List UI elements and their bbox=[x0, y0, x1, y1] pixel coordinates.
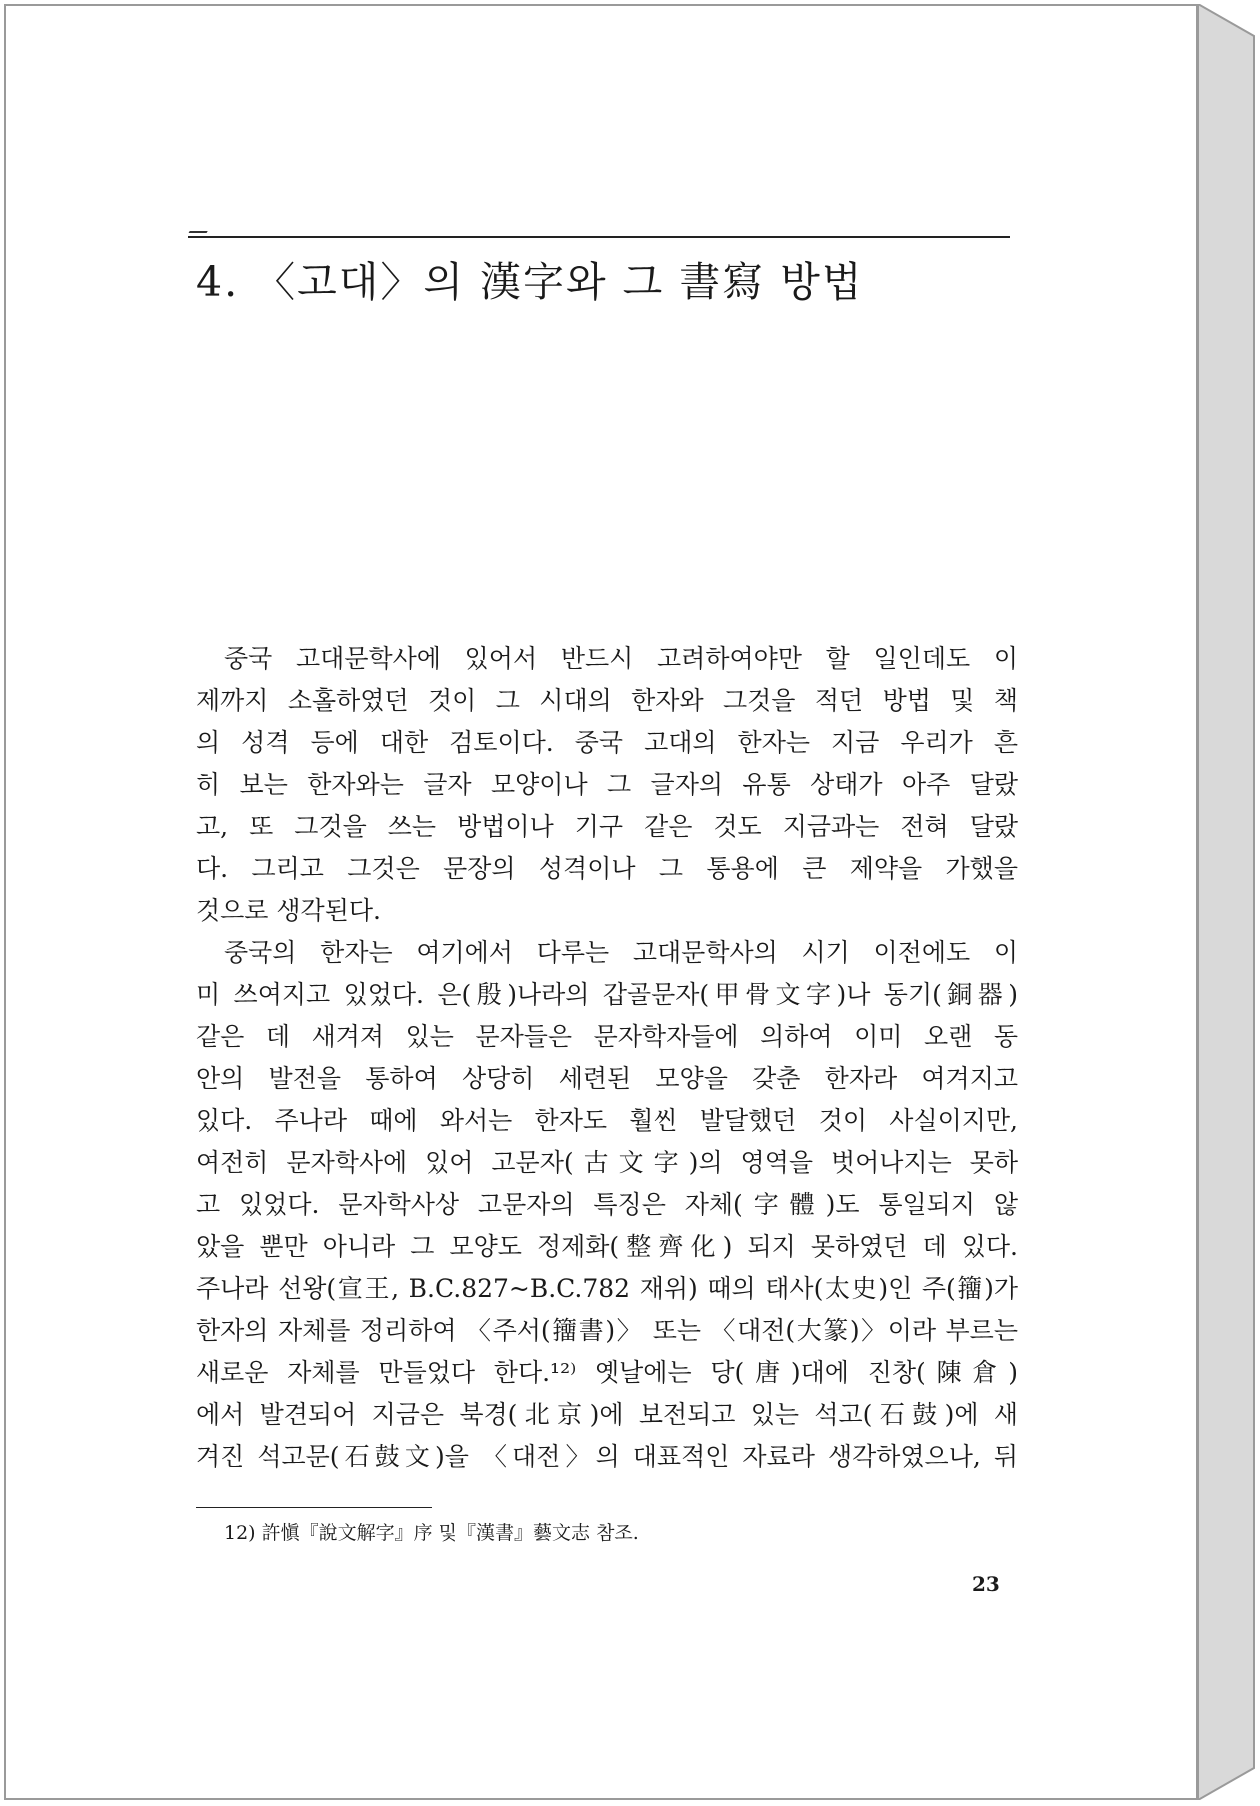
text-line: 한자의 자체를 정리하여 〈주서(籒書)〉 또는 〈대전(大篆)〉이라 부르는 bbox=[196, 1316, 1018, 1345]
footnote-rule bbox=[196, 1507, 432, 1508]
text-line: 있다. 주나라 때에 와서는 한자도 훨씬 발달했던 것이 사실이지만, bbox=[196, 1106, 1018, 1135]
text-line: 았을 뿐만 아니라 그 모양도 정제화(整齊化) 되지 못하였던 데 있다. bbox=[196, 1232, 1018, 1261]
body-text bbox=[196, 638, 1018, 1478]
header-rule bbox=[188, 236, 1010, 238]
text-line: 제까지 소홀하였던 것이 그 시대의 한자와 그것을 적던 방법 및 책 bbox=[196, 686, 1018, 715]
chapter-title: 4. 〈고대〉의 漢字와 그 書寫 방법 bbox=[196, 258, 864, 306]
text-line: 것으로 생각된다. bbox=[196, 896, 381, 925]
text-line: 같은 데 새겨져 있는 문자들은 문자학자들에 의하여 이미 오랜 동 bbox=[196, 1022, 1018, 1051]
text-line: 새로운 자체를 만들었다 한다.¹²⁾ 옛날에는 당(唐)대에 진창(陳倉) bbox=[196, 1358, 1018, 1387]
text-line: 주나라 선왕(宣王, B.C.827~B.C.782 재위) 때의 태사(太史)인 주(籒)가 bbox=[196, 1274, 1018, 1303]
text-line: 미 쓰여지고 있었다. 은(殷)나라의 갑골문자(甲骨文字)나 동기(銅器) bbox=[196, 980, 1018, 1009]
text-line: 의 성격 등에 대한 검토이다. 중국 고대의 한자는 지금 우리가 흔 bbox=[196, 728, 1018, 757]
text-line: 안의 발전을 통하여 상당히 세련된 모양을 갖춘 한자라 여겨지고 bbox=[196, 1064, 1018, 1093]
text-line: 여전히 문자학사에 있어 고문자(古文字)의 영역을 벗어나지는 못하 bbox=[196, 1148, 1018, 1177]
text-line: 에서 발견되어 지금은 북경(北京)에 보전되고 있는 석고(石鼓)에 새 bbox=[196, 1400, 1018, 1429]
text-line: 히 보는 한자와는 글자 모양이나 그 글자의 유통 상태가 아주 달랐 bbox=[196, 770, 1018, 799]
page-number: 23 bbox=[972, 1572, 1000, 1596]
text-line: 중국의 한자는 여기에서 다루는 고대문학사의 시기 이전에도 이 bbox=[224, 938, 1018, 967]
text-line: 다. 그리고 그것은 문장의 성격이나 그 통용에 큰 제약을 가했을 bbox=[196, 854, 1018, 883]
book-spine-edge bbox=[1198, 4, 1256, 1800]
text-line: 고, 또 그것을 쓰는 방법이나 기구 같은 것도 지금과는 전혀 달랐 bbox=[196, 812, 1018, 841]
text-line: 고 있었다. 문자학사상 고문자의 특징은 자체(字體)도 통일되지 않 bbox=[196, 1190, 1018, 1219]
text-line: 중국 고대문학사에 있어서 반드시 고려하여야만 할 일인데도 이 bbox=[224, 644, 1018, 673]
text-line: 겨진 석고문(石鼓文)을 〈대전〉의 대표적인 자료라 생각하였으나, 뒤 bbox=[196, 1442, 1018, 1471]
footnote: 12) 許愼『說文解字』序 및『漢書』藝文志 참조. bbox=[224, 1522, 639, 1544]
